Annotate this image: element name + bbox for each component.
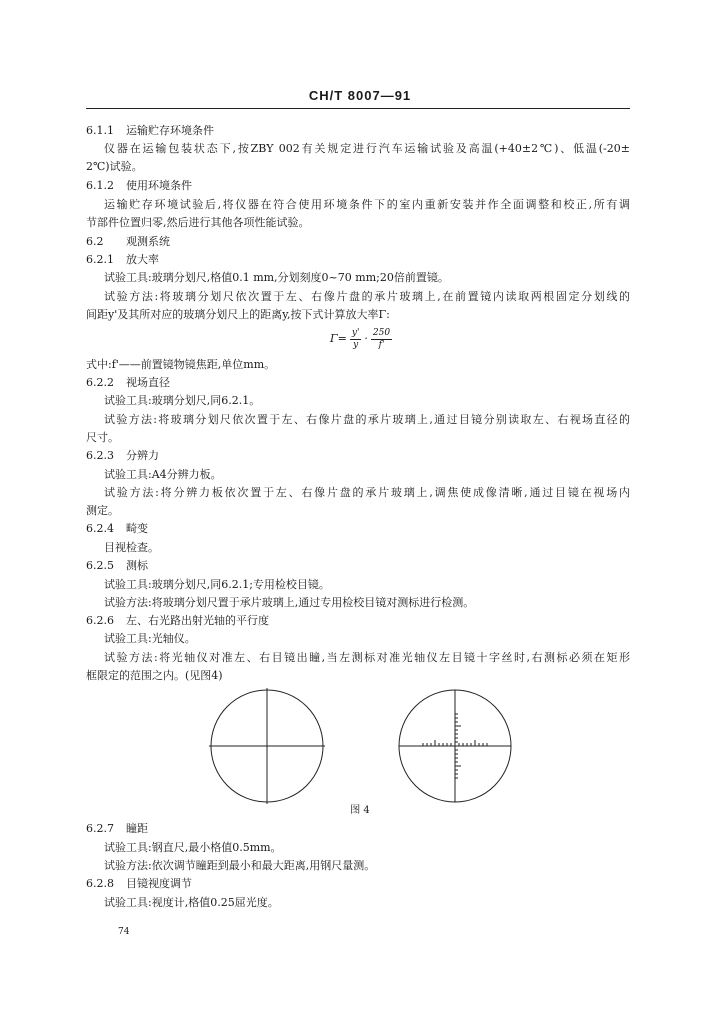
formula-lhs: Γ= <box>330 332 347 346</box>
section-number: 6.2 <box>86 235 104 248</box>
formula-denominator: y <box>353 339 359 350</box>
section-heading <box>86 822 148 835</box>
paragraph-line: 试验方法:将玻璃分划尺依次置于左、右像片盘的承片玻璃上,通过目镜分别读取左、右视场直径的 <box>104 413 630 426</box>
paragraph-line: 试验方法:将分辨力板依次置于左、右像片盘的承片玻璃上,调焦使成像清晰,通过目镜在视场内 <box>104 486 630 499</box>
paragraph-line: 试验方法:将玻璃分划尺置于承片玻璃上,通过专用检校目镜对测标进行检测。 <box>104 596 475 609</box>
paragraph-line: 试验工具:玻璃分划尺,同6.2.1。 <box>104 394 261 407</box>
paragraph-line: 试验方法:依次调节瞳距到最小和最大距离,用钢尺量测。 <box>104 859 376 872</box>
formula-fraction <box>371 328 392 351</box>
figure-caption: 图 4 <box>350 805 370 816</box>
formula-numerator: y' <box>351 327 360 338</box>
paragraph-line: 试验方法:将玻璃分划尺依次置于左、右像片盘的承片玻璃上,在前置镜内读取两根固定分划线的 <box>104 290 630 303</box>
formula-numerator: 250 <box>372 327 391 338</box>
section-number: 6.2.3 <box>86 449 114 462</box>
section-heading <box>86 877 192 890</box>
section-title: 运输贮存环境条件 <box>126 124 214 137</box>
section-heading <box>86 522 148 535</box>
paragraph-line: 试验工具:钢直尺,最小格值0.5mm。 <box>104 841 282 854</box>
paragraph-line: 试验工具:光轴仪。 <box>104 632 196 645</box>
section-title: 使用环境条件 <box>126 179 192 192</box>
paragraph-line: 尺寸。 <box>86 431 119 444</box>
section-heading <box>86 124 214 137</box>
section-number: 6.1.1 <box>86 124 114 137</box>
paragraph-line: 试验工具:视度计,格值0.25屈光度。 <box>104 896 279 909</box>
section-number: 6.2.8 <box>86 877 114 890</box>
section-heading <box>86 253 159 266</box>
section-heading <box>86 179 192 192</box>
header-rule <box>86 108 630 109</box>
paragraph-line: 仪器在运输包装状态下,按ZBY 002有关规定进行汽车运输试验及高温(+40±2℃)、低温(-20± <box>104 142 630 155</box>
section-title: 放大率 <box>126 253 159 266</box>
paragraph-line: 目视检查。 <box>104 541 159 554</box>
section-title: 目镜视度调节 <box>126 877 192 890</box>
section-heading <box>86 376 170 389</box>
paragraph-line: 式中:f'——前置镜物镜焦距,单位mm。 <box>86 358 276 371</box>
section-title: 瞳距 <box>126 822 148 835</box>
section-title: 视场直径 <box>126 376 170 389</box>
paragraph-line: 框限定的范围之内。(见图4) <box>86 669 223 682</box>
left-reticle <box>209 688 325 804</box>
formula-denominator: f' <box>378 339 385 350</box>
paragraph-line: 试验工具:玻璃分划尺,格值0.1 mm,分划刻度0~70 mm;20倍前置镜。 <box>104 271 449 284</box>
section-heading <box>86 559 148 572</box>
section-number: 6.2.5 <box>86 559 114 572</box>
paragraph-line: 间距y'及其所对应的玻璃分划尺上的距离y,按下式计算放大率Γ: <box>86 308 390 321</box>
section-heading <box>86 235 170 248</box>
formula-dot: · <box>364 332 368 346</box>
paragraph-line: 运输贮存环境试验后,将仪器在符合使用环境条件下的室内重新安装并作全面调整和校正,所有调 <box>104 198 630 211</box>
section-number: 6.2.7 <box>86 822 114 835</box>
page-number: 74 <box>118 927 130 937</box>
section-heading <box>86 614 269 627</box>
section-title: 分辨力 <box>126 449 159 462</box>
section-number: 6.1.2 <box>86 179 114 192</box>
paragraph-line: 2℃)试验。 <box>86 160 143 173</box>
paragraph-line: 节部件位置归零,然后进行其他各项性能试验。 <box>86 216 310 229</box>
formula-fraction <box>350 328 362 351</box>
section-number: 6.2.4 <box>86 522 114 535</box>
section-heading <box>86 449 159 462</box>
section-title: 测标 <box>126 559 148 572</box>
section-title: 畸变 <box>126 522 148 535</box>
paragraph-line: 测定。 <box>86 504 119 517</box>
section-title: 左、右光路出射光轴的平行度 <box>126 614 269 627</box>
section-number: 6.2.1 <box>86 253 114 266</box>
right-reticle <box>399 690 511 802</box>
section-number: 6.2.6 <box>86 614 114 627</box>
standard-number: CH/T 8007—91 <box>308 88 412 103</box>
paragraph-line: 试验工具:玻璃分划尺,同6.2.1;专用检校目镜。 <box>104 578 330 591</box>
section-title: 观测系统 <box>126 235 170 248</box>
figure-4-diagram <box>205 688 525 812</box>
section-number: 6.2.2 <box>86 376 114 389</box>
paragraph-line: 试验方法:将光轴仪对准左、右目镜出瞳,当左测标对准光轴仪左目镜十字丝时,右测标必须在矩形 <box>104 651 630 664</box>
magnification-formula <box>330 326 395 352</box>
paragraph-line: 试验工具:A4分辨力板。 <box>104 468 222 481</box>
